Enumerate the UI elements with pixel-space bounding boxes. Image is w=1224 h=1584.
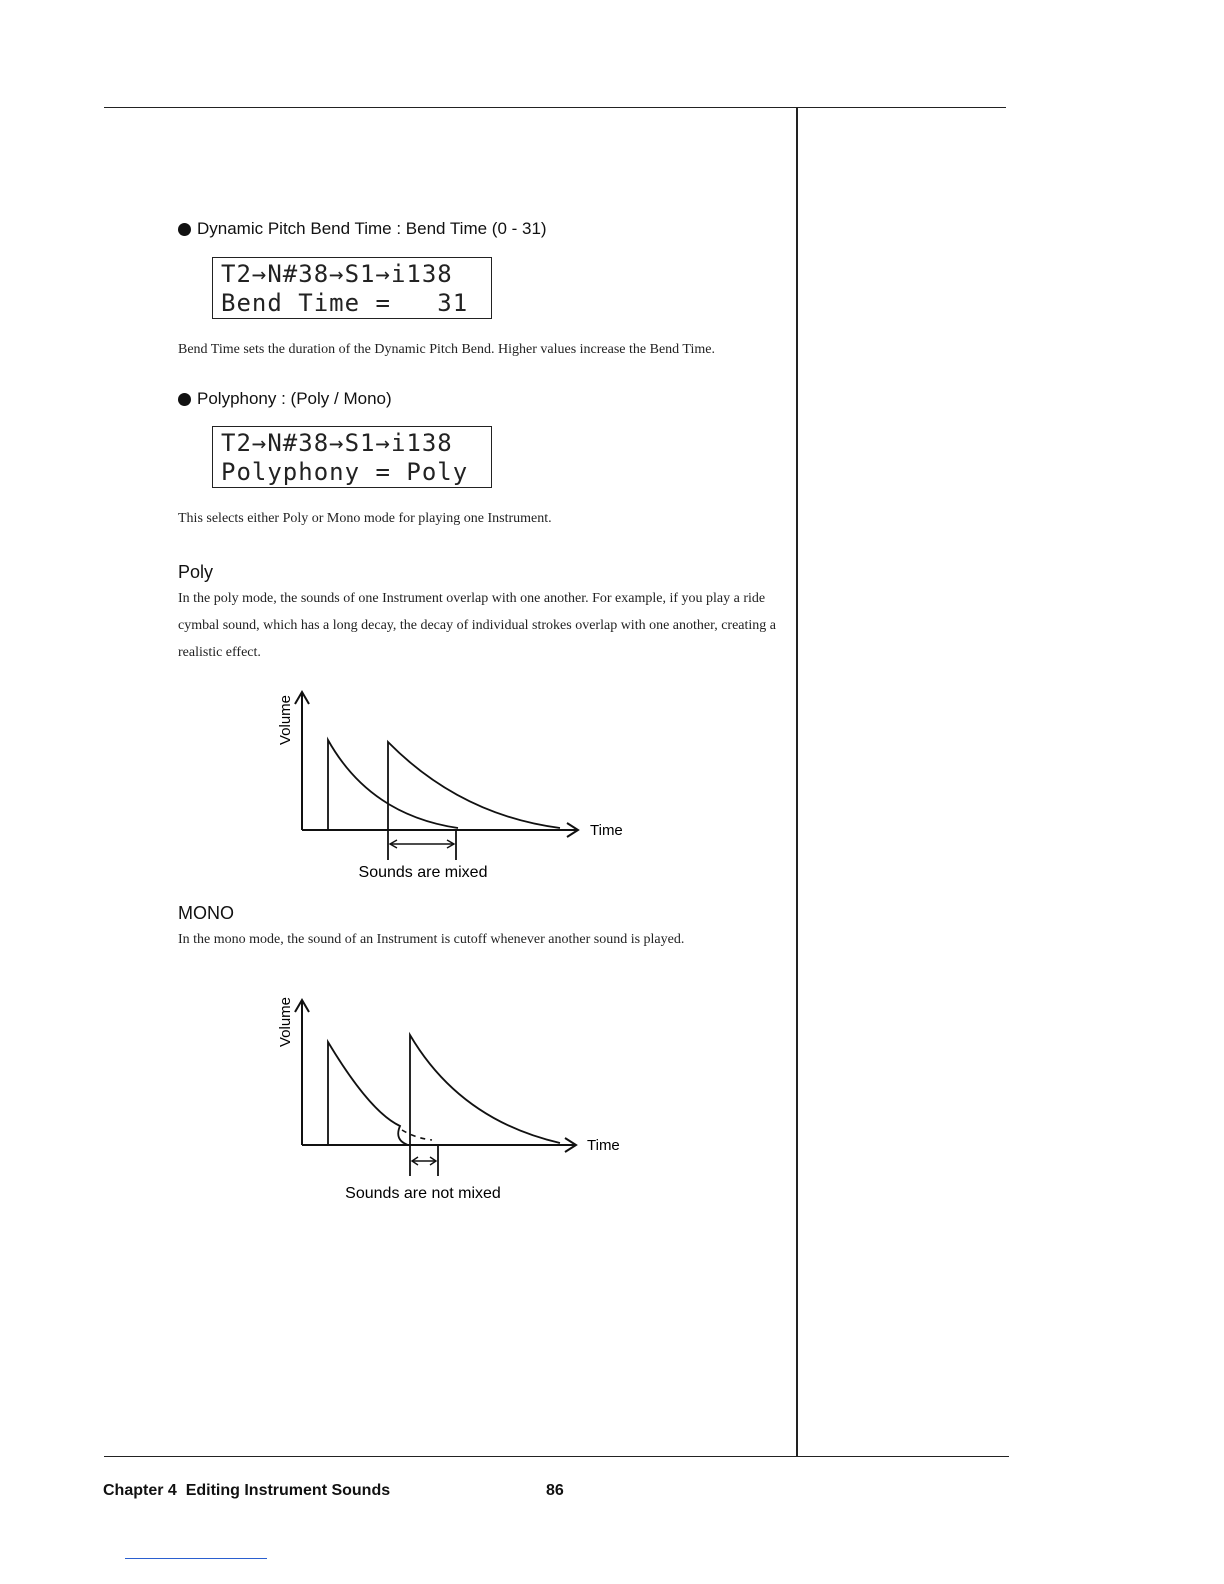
polyphony-description: This selects either Poly or Mono mode for playing one Instrument. — [178, 511, 552, 526]
poly-y-label: Volume — [277, 694, 294, 746]
lcd-line-2: Bend Time = 31 — [221, 289, 469, 317]
mono-caption: Sounds are not mixed — [345, 1185, 501, 1202]
bend-time-heading — [178, 219, 547, 239]
lcd-line-2: Polyphony = Poly — [221, 458, 469, 486]
bend-time-heading-text: Dynamic Pitch Bend Time : Bend Time (0 - 31) — [197, 219, 547, 238]
bottom-rule — [104, 1456, 1009, 1457]
mono-diagram — [260, 990, 660, 1210]
blue-underline — [125, 1558, 267, 1559]
mono-text: In the mono mode, the sound of an Instrument is cutoff whenever another sound is played. — [178, 932, 685, 947]
mono-y-label: Volume — [277, 996, 294, 1048]
poly-text: In the poly mode, the sounds of one Instrument overlap with one another. For example, if you play a ride cymbal sound, which has a long decay, the decay of individual strokes overlap with one another, creating a realistic effect. — [178, 591, 777, 660]
poly-diagram — [260, 680, 660, 890]
polyphony-heading-text: Polyphony : (Poly / Mono) — [197, 389, 392, 408]
polyphony-heading — [178, 389, 392, 409]
lcd-line-1: T2→N#38→S1→i138 — [221, 429, 453, 457]
footer-chapter: Chapter 4 Editing Instrument Sounds — [103, 1482, 391, 1499]
mono-cutoff-dashed — [402, 1130, 432, 1140]
top-rule — [104, 107, 1006, 108]
poly-title: Poly — [178, 562, 214, 582]
polyphony-lcd — [212, 426, 492, 488]
mono-title: MONO — [178, 903, 234, 923]
poly-x-label: Time — [590, 822, 623, 839]
bend-time-lcd — [212, 257, 492, 319]
mono-decay-curve-2 — [410, 1035, 560, 1145]
poly-decay-curve-1 — [328, 740, 458, 830]
bend-time-description: Bend Time sets the duration of the Dynamic Pitch Bend. Higher values increase the Bend Time. — [178, 342, 715, 357]
mono-decay-curve-1 — [328, 1042, 408, 1145]
bullet-icon — [178, 223, 191, 236]
page-number: 86 — [546, 1482, 564, 1499]
margin-rule — [796, 107, 798, 1457]
mono-x-label: Time — [587, 1137, 620, 1154]
poly-caption: Sounds are mixed — [358, 864, 488, 881]
bullet-icon — [178, 393, 191, 406]
lcd-line-1: T2→N#38→S1→i138 — [221, 260, 453, 288]
